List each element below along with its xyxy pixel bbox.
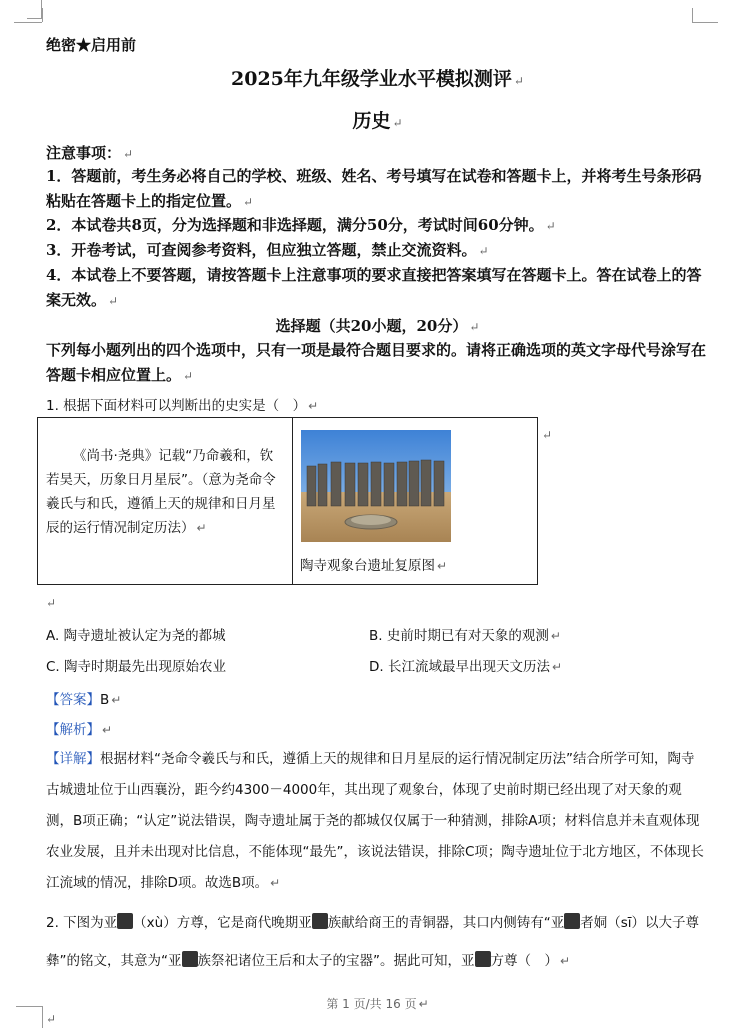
crop-mark: [14, 22, 42, 23]
notice-item-text: 3．开卷考试，可查阅参考资料，但应独立答题，禁止交流资料。: [46, 241, 477, 259]
option-d: [369, 655, 562, 675]
caption-text: 陶寺观象台遗址复原图: [300, 558, 435, 574]
detail-text: 根据材料“尧命令羲氏与和氏，遵循上天的规律和日月星辰的运行情况制定历法”结合所学可知，陶寺古城遗址位于山西襄汾，距今约4300－4000年，其出现了观象台，体现了史前时期已经出现了对天象的观测，B项正确；“认定”说法错误，陶寺遗址属于尧的都城仅仅属于一种猜测，排除A项；材料信息并未直观体现农业发展，且并未出现对比信息，不能体现“最先”，该说法错误，排除C项；陶寺遗址位于北方地区，不体现长江流域的情况，排除D项。故选B项。: [46, 751, 704, 891]
return-mark-icon: ↵: [542, 428, 553, 442]
subject-text: 历史: [352, 110, 391, 132]
analysis-line: [46, 718, 112, 738]
option-d-text: D. 长江流域最早出现天文历法: [369, 659, 550, 675]
material-text: [46, 444, 284, 540]
q2-text: 者姛（sī）以大子尊彝”的铭文，其意为“亚: [46, 915, 700, 969]
answer-line: [46, 688, 121, 708]
option-c: [46, 655, 226, 675]
secret-mark: 绝密★启用前: [46, 36, 137, 54]
detail-tag: 【详解】: [46, 751, 100, 767]
rare-glyph-icon: [564, 913, 580, 929]
material-text-content: 《尚书·尧典》记载“乃命羲和，钦若昊天，历象日月星辰”。（意为尧命令羲氏与和氏，遵循上天的规律和日月星辰的运行情况制定历法）: [46, 448, 276, 536]
crop-mark: [692, 8, 693, 22]
crop-mark: [42, 8, 43, 22]
return-mark-icon: ↵: [111, 693, 122, 707]
section-instruction: [46, 338, 706, 389]
rare-glyph-icon: [182, 951, 198, 967]
return-mark-icon: ↵: [469, 320, 480, 334]
answer-tag: 【答案】: [46, 692, 100, 708]
return-mark-icon: ↵: [123, 147, 134, 161]
page-title: [0, 64, 755, 91]
return-mark-icon: ↵: [560, 954, 571, 968]
return-mark-icon: ↵: [196, 521, 207, 535]
q2-text: 族祭祀诸位王后和太子的宝器”。据此可知，亚: [197, 953, 475, 969]
return-mark-icon: ↵: [545, 219, 556, 233]
return-mark-icon: ↵: [102, 723, 113, 737]
photo-caption: [300, 554, 447, 574]
instruction-text: 下列每小题列出的四个选项中，只有一项是最符合题目要求的。请将正确选项的英文字母代号涂写在答题卡相应位置上。: [46, 341, 707, 384]
return-mark-icon: ↵: [478, 244, 489, 258]
return-mark-icon: ↵: [418, 997, 429, 1011]
detail-paragraph: [46, 744, 706, 899]
return-mark-icon: ↵: [46, 1012, 57, 1026]
page-footer: [0, 995, 755, 1012]
rare-glyph-icon: [475, 951, 491, 967]
option-c-text: C. 陶寺时期最先出现原始农业: [46, 659, 227, 675]
crop-mark: [27, 0, 42, 19]
option-a-text: A. 陶寺遗址被认定为尧的都城: [46, 628, 226, 644]
return-mark-icon: ↵: [513, 74, 524, 88]
notice-heading-text: 注意事项：: [46, 144, 122, 162]
notice-item-4: [46, 263, 706, 314]
notice-item-2: [46, 213, 706, 239]
section-title-text: 选择题（共20小题，20分）: [275, 317, 468, 335]
title-text: 2025年九年级学业水平模拟测评: [231, 68, 512, 90]
option-b-text: B. 史前时期已有对天象的观测: [369, 628, 549, 644]
return-mark-icon: ↵: [308, 399, 319, 413]
notice-item-1: [46, 164, 706, 215]
table-divider: [292, 418, 293, 584]
notice-heading: [46, 142, 133, 163]
return-mark-icon: ↵: [243, 195, 254, 209]
answer-value: B: [100, 692, 110, 708]
q2-text: 2. 下图为亚: [46, 915, 118, 931]
return-mark-icon: ↵: [392, 116, 403, 130]
return-mark-icon: ↵: [108, 294, 119, 308]
material-table: [37, 417, 538, 585]
rare-glyph-icon: [117, 913, 133, 929]
crop-mark: [692, 22, 718, 23]
q2-text: 方尊（ ）: [490, 953, 558, 969]
return-mark-icon: ↵: [183, 369, 194, 383]
question-2-stem: [46, 904, 706, 980]
return-mark-icon: ↵: [46, 596, 57, 610]
return-mark-icon: ↵: [437, 559, 448, 573]
q2-text: （xù）方尊，它是商代晚期亚: [133, 915, 312, 931]
option-a: [46, 624, 226, 644]
option-b: [369, 624, 561, 644]
stem-text: 1. 根据下面材料可以判断出的史实是（ ）: [46, 398, 307, 414]
notice-item-text: 2．本试卷共8页，分为选择题和非选择题，满分50分，考试时间60分钟。: [46, 216, 544, 234]
question-1-stem: [46, 394, 318, 414]
section-title: [0, 315, 755, 336]
analysis-tag: 【解析】: [46, 722, 100, 738]
observatory-photo: [301, 430, 451, 542]
q2-text: 族献给商王的青铜器，其口内侧铸有“亚: [327, 915, 565, 931]
return-mark-icon: ↵: [551, 660, 563, 674]
return-mark-icon: ↵: [550, 629, 561, 643]
notice-item-text: 1．答题前，考生务必将自己的学校、班级、姓名、考号填写在试卷和答题卡上，并将考生号条形码粘贴在答题卡上的指定位置。: [46, 167, 702, 210]
return-mark-icon: ↵: [270, 876, 281, 890]
rare-glyph-icon: [312, 913, 328, 929]
page-number: 第 1 页/共 16 页: [326, 997, 417, 1011]
notice-item-text: 4．本试卷上不要答题，请按答题卡上注意事项的要求直接把答案填写在答题卡上。答在试卷上的答案无效。: [46, 266, 702, 309]
subject-title: [0, 106, 755, 133]
notice-item-3: [46, 238, 706, 264]
